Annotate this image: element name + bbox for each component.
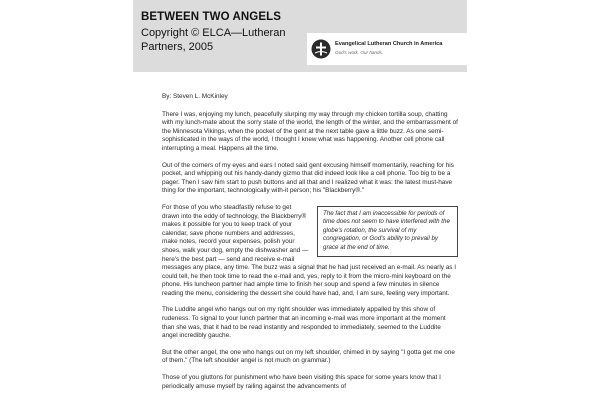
paragraph-2: Out of the corners of my eyes and ears I noted said gent excusing himself momentarily, reaching for his pocket, and whipping out his handy-dandy gizmo that did indeed look like a cell phone. Too big to be a pager. Then I saw him start to push buttons and all that and I realized what it was: the latest must-have thing for the important, technologically with-it person; his "Blackberry®." <box>162 161 454 195</box>
paragraph-3: For those of you who steadfastly refuse to get drawn into the eddy of technology, the Blackberry® makes it possible for you to keep track of your calendar, save phone numbers and addresses, make notes, record your expenses, polish your shoes, walk your dog, empty the dishwasher and — here's the best part — send and receive e-mail messages any place, any time. The buzz was a signal that he had just received an e-mail. As nearly as I could tell, he then took time to read the e-mail and, yes, reply to it from the micro-mini keyboard on the phone. His luncheon partner had ample time to finish her soup and spend a few minutes in silence reading the menu, considering the dessert she could have had, and, I am sure, feeling very important. <box>162 203 457 297</box>
paragraph-6: Those of you gluttons for punishment who have been visiting this space for some years know that I periodically amuse myself by railing against the advancements of <box>162 374 441 390</box>
article-header <box>133 0 467 72</box>
elca-logo <box>307 33 467 65</box>
pull-quote: The fact that I am inaccessible for periods of time does not seem to have interfered with the globe's rotation, the survival of my congregation, or God's ability to prevail by grace at the end of time. <box>317 206 458 257</box>
article-title: BETWEEN TWO ANGELS <box>141 11 282 23</box>
logo-organization-name: Evangelical Lutheran Church in America <box>335 41 443 47</box>
byline: By: Steven L. McKinley <box>162 93 228 100</box>
paragraph-1: There I was, enjoying my lunch, peacefully slurping my way through my chicken tortilla soup, chatting with my lunch-mate about the sorry state of the world, the length of the winter, and the embarrassment of the Minnesota Vikings, when the pocket of the gent at the next table gave a little buzz. As one semi-sophisticated in the ways of the world, I thought I knew what was happening. Another cell phone call interrupting a meal. Happens all the time. <box>162 110 458 152</box>
elca-cross-logo-icon <box>311 39 331 59</box>
logo-tagline: God's work. Our hands. <box>335 50 384 55</box>
paragraph-5: But the other angel, the one who hangs out on my left shoulder, chimed in by saying "I gotta get me one of them." (The left shoulder angel is not much on grammar.) <box>162 348 455 365</box>
article-body <box>162 93 458 399</box>
copyright-notice: Copyright © ELCA—Lutheran Partners, 2005 <box>141 27 286 53</box>
paragraph-4: The Luddite angel who hangs out on my right shoulder was immediately appalled by this show of rudeness. To signal to your lunch partner that an incoming e-mail was more important at the moment than she was, that it had to be read instantly and responded to immediately, seemed to the Luddite angel incredibly gauche. <box>162 306 446 340</box>
